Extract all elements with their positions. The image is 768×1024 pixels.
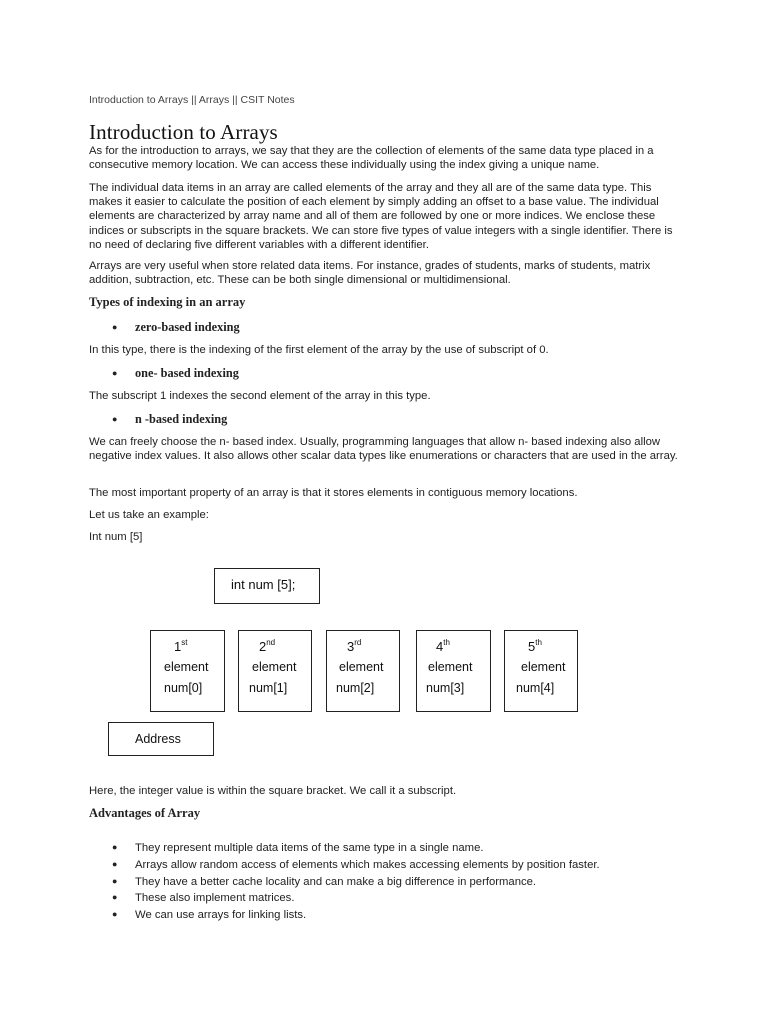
advantages-heading: Advantages of Array <box>89 806 201 820</box>
intro-paragraph: As for the introduction to arrays, we say that they are the collection of elements of the same data type placed in a consecutive memory location. We can access these individually using the index giving a unique name. <box>89 145 654 172</box>
cell-ordinal: 2nd <box>259 638 276 654</box>
declaration-text: int num [5]; <box>231 577 296 592</box>
bullet-icon: ● <box>112 858 118 869</box>
list-item: ● We can use arrays for linking lists. <box>112 909 307 922</box>
cell-label: element <box>428 660 473 674</box>
cell-ordinal: 1st <box>174 638 188 654</box>
address-box <box>108 722 214 756</box>
indexing-type-desc: The subscript 1 indexes the second element of the array in this type. <box>89 390 431 402</box>
cell-index: num[3] <box>426 681 465 695</box>
cell-label: element <box>252 660 297 674</box>
cell-ordinal: 3rd <box>347 638 362 654</box>
elements-paragraph: The individual data items in an array are called elements of the array and they all are of the same data type. This makes it easier to calculate the position of each element by simply adding an offset to a base value. The individual elements are characterized by array name and all of them are followed by one or more indices. We enclose these indices or subscripts in the square brackets. We can store five types of value integers with a single identifier. There is no need of declaring five different variables with a different identifier. <box>89 182 673 251</box>
indexing-type-one <box>112 366 239 381</box>
bullet-icon: ● <box>112 322 118 332</box>
example-code: Int num [5] <box>89 531 143 543</box>
bullet-icon: ● <box>112 909 118 920</box>
cell-label: element <box>521 660 566 674</box>
cell-index: num[1] <box>249 681 288 695</box>
cell-label: element <box>164 660 209 674</box>
indexing-type-label: n -based indexing <box>135 412 228 426</box>
bullet-icon: ● <box>112 892 118 903</box>
list-item: ● These also implement matrices. <box>112 892 295 905</box>
indexing-type-label: one- based indexing <box>135 366 239 380</box>
property-paragraph: The most important property of an array is that it stores elements in contiguous memory locations. <box>89 487 578 499</box>
cell-ordinal: 5th <box>528 638 542 654</box>
array-cell <box>326 630 400 712</box>
cell-label: element <box>339 660 384 674</box>
indexing-type-zero <box>112 320 240 335</box>
indexing-type-desc: In this type, there is the indexing of the first element of the array by the use of subscript of 0. <box>89 344 549 356</box>
useful-paragraph: Arrays are very useful when store related data items. For instance, grades of students, marks of students, matrix addition, subtraction, etc. These can be both single dimensional or multidimensional. <box>89 260 651 287</box>
address-label: Address <box>135 732 181 746</box>
bullet-icon: ● <box>112 414 118 424</box>
page-title: Introduction to Arrays <box>89 120 278 144</box>
array-cell <box>504 630 578 712</box>
subscript-note: Here, the integer value is within the square bracket. We call it a subscript. <box>89 785 457 797</box>
indexing-type-n <box>112 412 227 427</box>
advantages-list <box>112 840 600 924</box>
breadcrumb: Introduction to Arrays || Arrays || CSIT Notes <box>89 94 295 106</box>
indexing-type-label: zero-based indexing <box>135 320 240 334</box>
array-cell <box>416 630 491 712</box>
bullet-icon: ● <box>112 368 118 378</box>
cell-index: num[4] <box>516 681 555 695</box>
list-item: ● Arrays allow random access of elements which makes accessing elements by position faster. <box>112 858 600 871</box>
example-intro: Let us take an example: <box>89 509 209 521</box>
array-cell <box>150 630 225 712</box>
list-item: ● They have a better cache locality and can make a big difference in performance. <box>112 875 537 888</box>
declaration-box <box>214 568 320 604</box>
array-cell <box>238 630 312 712</box>
indexing-heading: Types of indexing in an array <box>89 295 246 309</box>
cell-index: num[2] <box>336 681 375 695</box>
bullet-icon: ● <box>112 875 118 886</box>
list-item: ● They represent multiple data items of the same type in a single name. <box>112 842 484 854</box>
cell-ordinal: 4th <box>436 638 450 654</box>
cell-index: num[0] <box>164 681 203 695</box>
indexing-type-desc: We can freely choose the n- based index. Usually, programming languages that allow n- based indexing also allow negative index values. It also allows other scalar data types like enumerations or characters that are used in the array. <box>89 436 678 463</box>
bullet-icon: ● <box>112 842 118 852</box>
